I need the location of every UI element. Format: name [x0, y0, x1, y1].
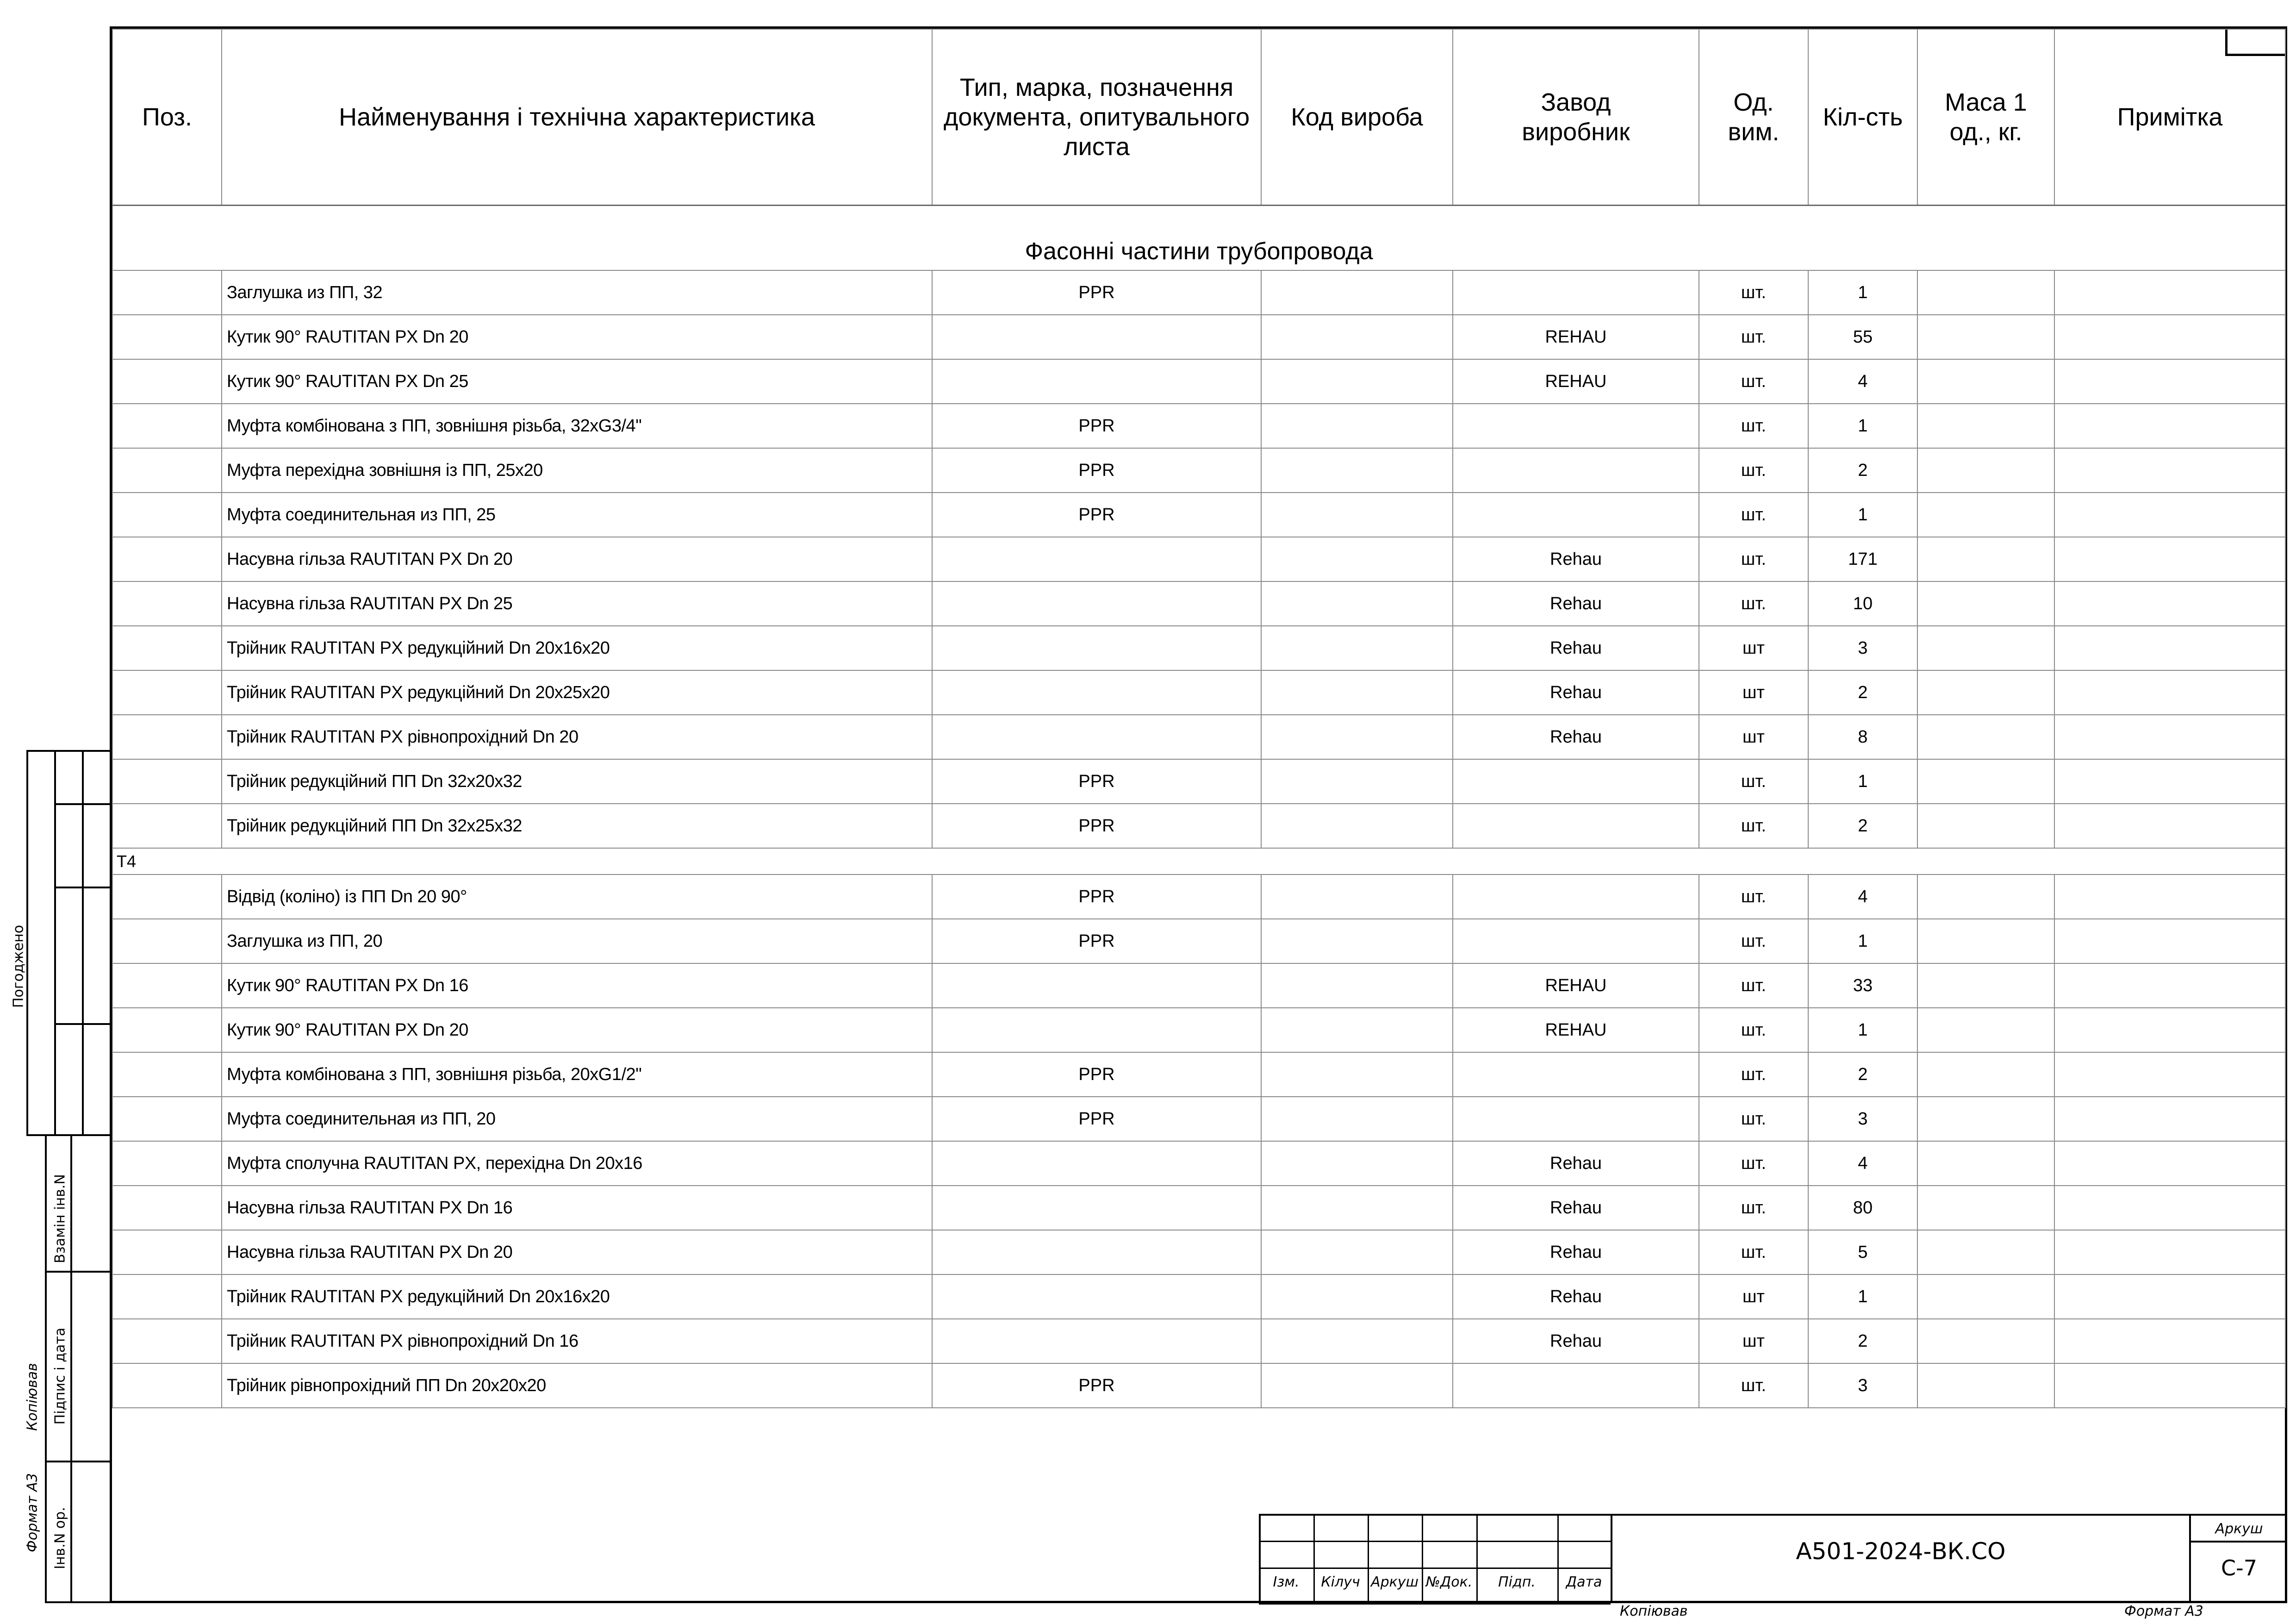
- table-row: [112, 1008, 2285, 1052]
- cell-qty: 4: [1808, 1141, 1917, 1186]
- cell-note: [2054, 1141, 2285, 1186]
- cell-qty: 2: [1808, 804, 1917, 848]
- cell-mass: [1917, 270, 2054, 315]
- cell-pos: [112, 626, 222, 670]
- cell-code: [1261, 1274, 1453, 1319]
- title-block-col-label: Підп.: [1498, 1574, 1536, 1590]
- cell-name: Трійник RAUTITAN PX редукційний Dn 20х25х20: [222, 670, 932, 715]
- table-row: [112, 1186, 2285, 1230]
- cell-unit: шт.: [1699, 759, 1808, 804]
- col-mass-header: Маса 1 од., кг.: [1917, 29, 2054, 206]
- table-row: [112, 804, 2285, 848]
- cell-type: PPR: [932, 759, 1261, 804]
- cell-qty: 2: [1808, 670, 1917, 715]
- cell-note: [2054, 759, 2285, 804]
- cell-mass: [1917, 537, 2054, 581]
- col-maker-header: Завод виробник: [1453, 29, 1699, 206]
- cell-code: [1261, 1008, 1453, 1052]
- cell-pos: [112, 919, 222, 963]
- cell-type: [932, 626, 1261, 670]
- cell-pos: [112, 359, 222, 404]
- cell-unit: шт.: [1699, 1141, 1808, 1186]
- section-row: [112, 206, 2285, 271]
- cell-unit: шт.: [1699, 804, 1808, 848]
- cell-note: [2054, 1230, 2285, 1274]
- cell-type: [932, 963, 1261, 1008]
- cell-maker: [1453, 1052, 1699, 1097]
- cell-qty: 80: [1808, 1186, 1917, 1230]
- cell-unit: шт.: [1699, 963, 1808, 1008]
- cell-type: [932, 1008, 1261, 1052]
- cell-type: PPR: [932, 404, 1261, 448]
- cell-qty: 171: [1808, 537, 1917, 581]
- col-note-header: Примітка: [2054, 29, 2285, 206]
- cell-pos: [112, 1052, 222, 1097]
- cell-pos: [112, 404, 222, 448]
- cell-pos: [112, 537, 222, 581]
- inv-stamp-row-line: [45, 1461, 110, 1462]
- table-row: [112, 759, 2285, 804]
- cell-mass: [1917, 404, 2054, 448]
- sheet-label: Аркуш: [2215, 1521, 2263, 1537]
- cell-qty: 1: [1808, 759, 1917, 804]
- cell-note: [2054, 919, 2285, 963]
- inv-orig-label: Інв.N ор.: [52, 1507, 68, 1569]
- col-type-header: Тип, марка, позначення документа, опитувального листа: [932, 29, 1261, 206]
- cell-note: [2054, 670, 2285, 715]
- cell-name: Насувна гільза RAUTITAN PX Dn 25: [222, 581, 932, 626]
- cell-type: [932, 1230, 1261, 1274]
- cell-type: [932, 537, 1261, 581]
- cell-maker: [1453, 1363, 1699, 1408]
- cell-note: [2054, 270, 2285, 315]
- table-row: [112, 537, 2285, 581]
- cell-maker: [1453, 493, 1699, 537]
- cell-unit: шт.: [1699, 493, 1808, 537]
- cell-qty: 33: [1808, 963, 1917, 1008]
- col-unit-header: Од. вим.: [1699, 29, 1808, 206]
- cell-name: Муфта соединительная из ПП, 20: [222, 1097, 932, 1141]
- cell-code: [1261, 626, 1453, 670]
- inv-stamp-divider: [70, 1134, 72, 1603]
- cell-name: Муфта перехідна зовнішня із ПП, 25х20: [222, 448, 932, 493]
- subheading-row: [112, 848, 2285, 874]
- cell-maker: Rehau: [1453, 1274, 1699, 1319]
- cell-unit: шт.: [1699, 448, 1808, 493]
- cell-unit: шт.: [1699, 1363, 1808, 1408]
- table-row: [112, 919, 2285, 963]
- footer-format: Формат А3: [2124, 1603, 2203, 1619]
- cell-unit: шт.: [1699, 315, 1808, 359]
- cell-name: Муфта комбінована з ПП, зовнішня різьба, 20хG1/2": [222, 1052, 932, 1097]
- cell-unit: шт.: [1699, 1008, 1808, 1052]
- cell-mass: [1917, 315, 2054, 359]
- cell-qty: 1: [1808, 404, 1917, 448]
- table-row: [112, 1363, 2285, 1408]
- cell-note: [2054, 537, 2285, 581]
- side-stamp-top-border: [26, 750, 110, 752]
- cell-unit: шт.: [1699, 1186, 1808, 1230]
- cell-maker: [1453, 919, 1699, 963]
- table-row: [112, 626, 2285, 670]
- col-code-header: Код вироба: [1261, 29, 1453, 206]
- cell-name: Трійник рівнопрохідний ПП Dn 20х20х20: [222, 1363, 932, 1408]
- cell-mass: [1917, 759, 2054, 804]
- cell-note: [2054, 404, 2285, 448]
- cell-unit: шт: [1699, 670, 1808, 715]
- cell-name: Трійник редукційний ПП Dn 32х20х32: [222, 759, 932, 804]
- cell-name: Муфта соединительная из ПП, 25: [222, 493, 932, 537]
- cell-code: [1261, 448, 1453, 493]
- cell-unit: шт: [1699, 626, 1808, 670]
- cell-type: PPR: [932, 1363, 1261, 1408]
- cell-code: [1261, 1230, 1453, 1274]
- cell-note: [2054, 448, 2285, 493]
- title-block-row-line: [1259, 1568, 1611, 1569]
- cell-type: PPR: [932, 919, 1261, 963]
- cell-type: PPR: [932, 1052, 1261, 1097]
- cell-qty: 1: [1808, 270, 1917, 315]
- cell-code: [1261, 270, 1453, 315]
- cell-qty: 55: [1808, 315, 1917, 359]
- title-block-row-line: [1259, 1603, 1611, 1605]
- cell-name: Муфта сполучна RAUTITAN PX, перехідна Dn 20х16: [222, 1141, 932, 1186]
- cell-note: [2054, 626, 2285, 670]
- cell-mass: [1917, 1319, 2054, 1363]
- cell-mass: [1917, 874, 2054, 919]
- cell-pos: [112, 1319, 222, 1363]
- cell-type: PPR: [932, 1097, 1261, 1141]
- cell-pos: [112, 804, 222, 848]
- cell-qty: 3: [1808, 626, 1917, 670]
- cell-mass: [1917, 581, 2054, 626]
- cell-mass: [1917, 1141, 2054, 1186]
- cell-name: Відвід (коліно) із ПП Dn 20 90°: [222, 874, 932, 919]
- table-row: [112, 1230, 2285, 1274]
- cell-maker: Rehau: [1453, 1230, 1699, 1274]
- inv-stamp-left-border: [45, 1134, 47, 1603]
- cell-unit: шт.: [1699, 537, 1808, 581]
- cell-qty: 2: [1808, 1319, 1917, 1363]
- cell-code: [1261, 670, 1453, 715]
- cell-note: [2054, 715, 2285, 759]
- cell-qty: 1: [1808, 493, 1917, 537]
- cell-maker: [1453, 759, 1699, 804]
- cell-code: [1261, 874, 1453, 919]
- cell-pos: [112, 270, 222, 315]
- cell-mass: [1917, 1186, 2054, 1230]
- cell-note: [2054, 1097, 2285, 1141]
- cell-type: [932, 581, 1261, 626]
- cell-qty: 1: [1808, 1008, 1917, 1052]
- cell-mass: [1917, 1230, 2054, 1274]
- cell-note: [2054, 315, 2285, 359]
- cell-type: [932, 1319, 1261, 1363]
- cell-mass: [1917, 626, 2054, 670]
- cell-unit: шт.: [1699, 919, 1808, 963]
- cell-note: [2054, 1274, 2285, 1319]
- cell-maker: Rehau: [1453, 626, 1699, 670]
- cell-note: [2054, 1319, 2285, 1363]
- cell-note: [2054, 963, 2285, 1008]
- cell-mass: [1917, 715, 2054, 759]
- cell-type: PPR: [932, 493, 1261, 537]
- cell-code: [1261, 315, 1453, 359]
- sign-date-label: Підпис і дата: [52, 1327, 68, 1425]
- cell-type: [932, 359, 1261, 404]
- side-stamp-divider: [82, 750, 84, 1136]
- cell-maker: [1453, 404, 1699, 448]
- cell-name: Трійник редукційний ПП Dn 32х25х32: [222, 804, 932, 848]
- table-row: [112, 448, 2285, 493]
- side-stamp-row-line: [54, 803, 110, 805]
- title-block-col-label: Кілуч: [1321, 1574, 1360, 1590]
- cell-code: [1261, 759, 1453, 804]
- cell-maker: Rehau: [1453, 581, 1699, 626]
- cell-name: Муфта комбінована з ПП, зовнішня різьба, 32хG3/4": [222, 404, 932, 448]
- cell-pos: [112, 874, 222, 919]
- cell-pos: [112, 670, 222, 715]
- cell-maker: REHAU: [1453, 359, 1699, 404]
- cell-note: [2054, 1363, 2285, 1408]
- footer-copied: Копіював: [1620, 1603, 1688, 1619]
- cell-maker: REHAU: [1453, 963, 1699, 1008]
- cell-note: [2054, 359, 2285, 404]
- title-block-col-label: Аркуш: [1371, 1574, 1419, 1590]
- cell-name: Заглушка из ПП, 32: [222, 270, 932, 315]
- document-code: А501-2024-ВК.СО: [1796, 1538, 2006, 1565]
- cell-type: [932, 1274, 1261, 1319]
- cell-unit: шт.: [1699, 1052, 1808, 1097]
- side-format-label: Формат А3: [24, 1473, 41, 1552]
- cell-qty: 3: [1808, 1363, 1917, 1408]
- cell-name: Насувна гільза RAUTITAN PX Dn 16: [222, 1186, 932, 1230]
- cell-code: [1261, 1052, 1453, 1097]
- cell-note: [2054, 493, 2285, 537]
- header-row: [112, 29, 2285, 206]
- cell-pos: [112, 1186, 222, 1230]
- cell-unit: шт: [1699, 715, 1808, 759]
- cell-unit: шт.: [1699, 1230, 1808, 1274]
- cell-qty: 2: [1808, 448, 1917, 493]
- cell-maker: Rehau: [1453, 670, 1699, 715]
- cell-code: [1261, 919, 1453, 963]
- cell-note: [2054, 1186, 2285, 1230]
- side-stamp-bottom-border: [26, 1134, 110, 1136]
- cell-mass: [1917, 670, 2054, 715]
- cell-mass: [1917, 1097, 2054, 1141]
- cell-mass: [1917, 1363, 2054, 1408]
- cell-maker: Rehau: [1453, 537, 1699, 581]
- table-row: [112, 1141, 2285, 1186]
- table-row: [112, 359, 2285, 404]
- title-block-row-line: [1259, 1541, 1611, 1542]
- table-row: [112, 493, 2285, 537]
- title-block-col-label: №Док.: [1425, 1574, 1473, 1590]
- cell-name: Кутик 90° RAUTITAN PX Dn 16: [222, 963, 932, 1008]
- cell-type: PPR: [932, 448, 1261, 493]
- cell-name: Кутик 90° RAUTITAN PX Dn 20: [222, 1008, 932, 1052]
- cell-note: [2054, 581, 2285, 626]
- cell-mass: [1917, 1008, 2054, 1052]
- cell-maker: [1453, 270, 1699, 315]
- table-row: [112, 963, 2285, 1008]
- cell-code: [1261, 1319, 1453, 1363]
- cell-code: [1261, 1097, 1453, 1141]
- cell-code: [1261, 493, 1453, 537]
- title-block-col-label: Дата: [1566, 1574, 1602, 1590]
- col-qty-header: Кіл-сть: [1808, 29, 1917, 206]
- table-row: [112, 1097, 2285, 1141]
- cell-type: PPR: [932, 270, 1261, 315]
- cell-code: [1261, 963, 1453, 1008]
- cell-mass: [1917, 919, 2054, 963]
- side-stamp-row-line: [54, 1023, 110, 1025]
- cell-note: [2054, 1008, 2285, 1052]
- cell-mass: [1917, 1274, 2054, 1319]
- cell-code: [1261, 1186, 1453, 1230]
- cell-code: [1261, 804, 1453, 848]
- table-row: [112, 270, 2285, 315]
- cell-pos: [112, 1230, 222, 1274]
- side-stamp-row-line: [54, 887, 110, 888]
- cell-maker: Rehau: [1453, 1319, 1699, 1363]
- table-row: [112, 315, 2285, 359]
- cell-unit: шт.: [1699, 404, 1808, 448]
- cell-mass: [1917, 359, 2054, 404]
- cell-qty: 2: [1808, 1052, 1917, 1097]
- table-row: [112, 581, 2285, 626]
- cell-mass: [1917, 1052, 2054, 1097]
- cell-qty: 5: [1808, 1230, 1917, 1274]
- cell-qty: 10: [1808, 581, 1917, 626]
- cell-type: [932, 715, 1261, 759]
- cell-name: Трійник RAUTITAN PX рівнопрохідний Dn 16: [222, 1319, 932, 1363]
- cell-unit: шт.: [1699, 270, 1808, 315]
- specification-table: [112, 29, 2286, 1408]
- cell-unit: шт: [1699, 1319, 1808, 1363]
- cell-pos: [112, 1363, 222, 1408]
- side-copied-label: Копіював: [24, 1363, 41, 1431]
- cell-type: [932, 315, 1261, 359]
- cell-maker: [1453, 804, 1699, 848]
- cell-maker: [1453, 448, 1699, 493]
- cell-qty: 3: [1808, 1097, 1917, 1141]
- cell-code: [1261, 1363, 1453, 1408]
- cell-type: [932, 1186, 1261, 1230]
- cell-code: [1261, 1141, 1453, 1186]
- cell-type: [932, 670, 1261, 715]
- cell-unit: шт.: [1699, 1097, 1808, 1141]
- table-row: [112, 1052, 2285, 1097]
- cell-type: [932, 1141, 1261, 1186]
- cell-pos: [112, 715, 222, 759]
- cell-name: Кутик 90° RAUTITAN PX Dn 25: [222, 359, 932, 404]
- cell-pos: [112, 581, 222, 626]
- table-row: [112, 1274, 2285, 1319]
- agreed-label: Погоджено: [10, 924, 27, 1008]
- table-row: [112, 1319, 2285, 1363]
- cell-note: [2054, 874, 2285, 919]
- cell-pos: [112, 1274, 222, 1319]
- cell-name: Трійник RAUTITAN PX рівнопрохідний Dn 20: [222, 715, 932, 759]
- cell-pos: [112, 1097, 222, 1141]
- cell-code: [1261, 404, 1453, 448]
- cell-maker: Rehau: [1453, 1186, 1699, 1230]
- cell-type: PPR: [932, 804, 1261, 848]
- title-block-row-line: [1259, 1514, 1611, 1515]
- cell-note: [2054, 1052, 2285, 1097]
- cell-pos: [112, 1008, 222, 1052]
- replace-inv-label: Взамін інв.N: [52, 1174, 68, 1263]
- cell-maker: [1453, 874, 1699, 919]
- cell-name: Насувна гільза RAUTITAN PX Dn 20: [222, 537, 932, 581]
- cell-code: [1261, 581, 1453, 626]
- cell-maker: Rehau: [1453, 1141, 1699, 1186]
- cell-mass: [1917, 493, 2054, 537]
- cell-qty: 4: [1808, 359, 1917, 404]
- cell-type: PPR: [932, 874, 1261, 919]
- cell-code: [1261, 537, 1453, 581]
- cell-name: Насувна гільза RAUTITAN PX Dn 20: [222, 1230, 932, 1274]
- col-pos-header: Поз.: [112, 29, 222, 206]
- cell-unit: шт.: [1699, 874, 1808, 919]
- cell-qty: 1: [1808, 919, 1917, 963]
- cell-name: Заглушка из ПП, 20: [222, 919, 932, 963]
- side-stamp-left-border: [26, 750, 28, 1136]
- cell-pos: [112, 315, 222, 359]
- cell-qty: 4: [1808, 874, 1917, 919]
- side-stamp-divider: [54, 750, 56, 1136]
- table-row: [112, 715, 2285, 759]
- cell-name: Трійник RAUTITAN PX редукційний Dn 20х16х20: [222, 626, 932, 670]
- section-title: Фасонні частини трубопровода: [112, 206, 2285, 271]
- cell-maker: [1453, 1097, 1699, 1141]
- cell-name: Кутик 90° RAUTITAN PX Dn 20: [222, 315, 932, 359]
- cell-code: [1261, 359, 1453, 404]
- cell-unit: шт.: [1699, 581, 1808, 626]
- table-row: [112, 670, 2285, 715]
- table-row: [112, 404, 2285, 448]
- cell-note: [2054, 804, 2285, 848]
- cell-maker: REHAU: [1453, 1008, 1699, 1052]
- cell-mass: [1917, 963, 2054, 1008]
- cell-pos: [112, 1141, 222, 1186]
- cell-pos: [112, 493, 222, 537]
- cell-name: Трійник RAUTITAN PX редукційний Dn 20х16х20: [222, 1274, 932, 1319]
- cell-code: [1261, 715, 1453, 759]
- cell-pos: [112, 759, 222, 804]
- cell-pos: [112, 963, 222, 1008]
- cell-qty: 8: [1808, 715, 1917, 759]
- cell-mass: [1917, 804, 2054, 848]
- cell-qty: 1: [1808, 1274, 1917, 1319]
- cell-maker: Rehau: [1453, 715, 1699, 759]
- sheet-number: С-7: [2221, 1555, 2257, 1580]
- cell-unit: шт.: [1699, 359, 1808, 404]
- cell-mass: [1917, 448, 2054, 493]
- title-block-col-label: Ізм.: [1273, 1574, 1300, 1590]
- cell-unit: шт: [1699, 1274, 1808, 1319]
- subheading-label: T4: [112, 848, 2285, 874]
- cell-maker: REHAU: [1453, 315, 1699, 359]
- table-row: [112, 874, 2285, 919]
- col-name-header: Найменування і технічна характеристика: [222, 29, 932, 206]
- title-block-divider: [2189, 1541, 2287, 1543]
- cell-pos: [112, 448, 222, 493]
